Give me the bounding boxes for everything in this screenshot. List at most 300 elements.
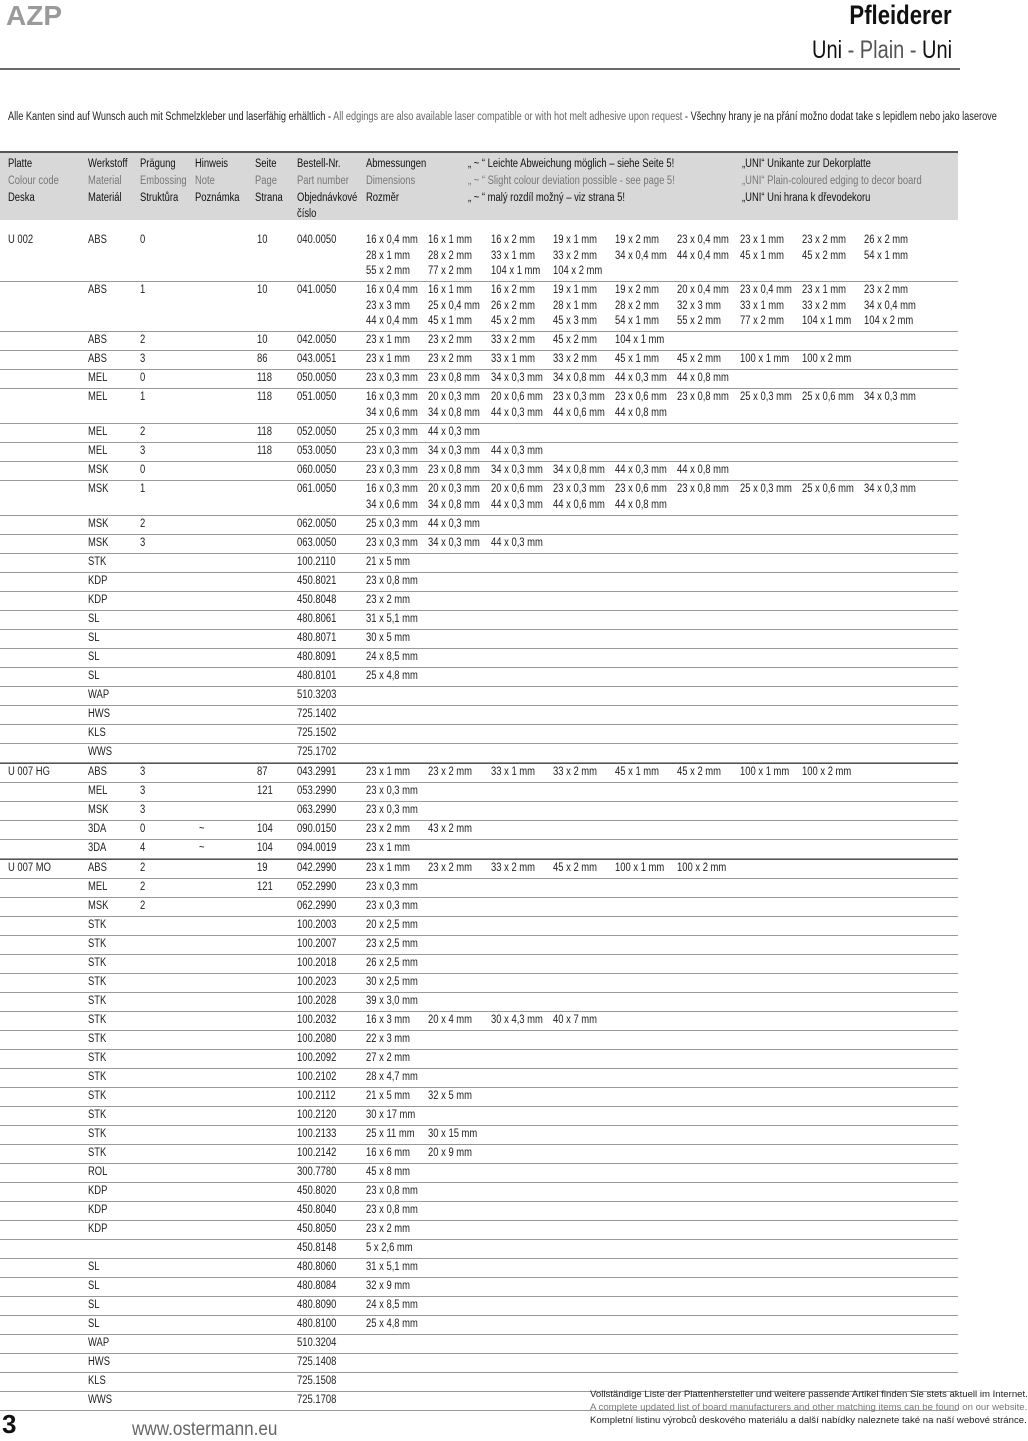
dimension-value: 24 x 8,5 mm bbox=[366, 1299, 418, 1311]
dimension-value: 45 x 1 mm bbox=[615, 353, 660, 365]
table-row bbox=[0, 630, 958, 649]
dimension-value: 25 x 0,6 mm bbox=[802, 391, 854, 403]
dimension-value: 28 x 1 mm bbox=[366, 249, 411, 262]
cell-page: 104 bbox=[257, 842, 273, 854]
dimension-value: 32 x 3 mm bbox=[677, 299, 722, 312]
intro-text bbox=[8, 111, 997, 123]
header-label: Note bbox=[195, 175, 215, 187]
table-row bbox=[0, 1259, 958, 1278]
page-title: Pfleiderer bbox=[849, 0, 952, 30]
cell-material: STK bbox=[88, 556, 107, 568]
cell-material: STK bbox=[88, 1109, 107, 1121]
cell-material: HWS bbox=[88, 708, 111, 720]
cell-material: 3DA bbox=[88, 842, 107, 854]
dimension-value: 23 x 0,3 mm bbox=[366, 537, 418, 549]
table-row bbox=[0, 879, 958, 898]
cell-part-number: 100.2028 bbox=[297, 995, 337, 1007]
cell-embossing: 2 bbox=[140, 881, 146, 893]
cell-material: STK bbox=[88, 1071, 107, 1083]
cell-part-number: 480.8100 bbox=[297, 1318, 337, 1330]
dimension-value: 100 x 1 mm bbox=[740, 766, 790, 778]
table-row bbox=[0, 802, 958, 821]
dimension-value: 23 x 3 mm bbox=[366, 299, 411, 312]
dimension-value: 26 x 2 mm bbox=[491, 299, 536, 312]
cell-colour-code: U 007 HG bbox=[8, 766, 50, 778]
cell-colour-code: U 007 MO bbox=[8, 862, 51, 874]
cell-material: ABS bbox=[88, 234, 107, 246]
footer-note-cz: Kompletní listinu výrobců deskového materiálu a další nabídky naleznete také na naší webové stránce. bbox=[590, 1415, 1027, 1426]
cell-material: STK bbox=[88, 919, 107, 931]
cell-part-number: 480.8061 bbox=[297, 613, 337, 625]
dimension-value: 23 x 0,3 mm bbox=[553, 391, 605, 403]
footer-note-de: Vollständige Liste der Plattenhersteller und weitere passende Artikel finden Sie stets aktuell im Internet. bbox=[590, 1389, 1028, 1400]
cell-part-number: 041.0050 bbox=[297, 284, 337, 296]
table-row bbox=[0, 840, 958, 859]
dimension-value: 32 x 9 mm bbox=[366, 1280, 411, 1292]
cell-material: STK bbox=[88, 1033, 107, 1045]
table-row bbox=[0, 282, 958, 332]
dimension-value: 25 x 0,3 mm bbox=[740, 391, 792, 403]
website-link[interactable]: www.ostermann.eu bbox=[132, 1419, 278, 1440]
dimension-value: 16 x 3 mm bbox=[366, 1014, 411, 1026]
cell-page: 118 bbox=[257, 372, 273, 384]
cell-embossing: 3 bbox=[140, 445, 146, 457]
cell-part-number: 725.1502 bbox=[297, 727, 337, 739]
cell-embossing: 4 bbox=[140, 842, 146, 854]
cell-part-number: 052.0050 bbox=[297, 426, 337, 438]
cell-part-number: 042.0050 bbox=[297, 334, 337, 346]
dimension-value: 44 x 0,8 mm bbox=[677, 372, 729, 384]
cell-part-number: 100.2133 bbox=[297, 1128, 337, 1140]
table-row bbox=[0, 611, 958, 630]
footer-note-en: A complete updated list of board manufacturers and other matching items can be found on our website. bbox=[590, 1402, 1028, 1413]
intro-sep-2: - bbox=[682, 111, 691, 123]
table-row bbox=[0, 370, 958, 389]
dimension-value: 104 x 1 mm bbox=[802, 315, 852, 328]
cell-part-number: 300.7780 bbox=[297, 1166, 337, 1178]
cell-material: SL bbox=[88, 1280, 100, 1292]
dimension-value: 44 x 0,4 mm bbox=[677, 249, 729, 262]
dimension-value: 23 x 2 mm bbox=[802, 234, 847, 246]
dimension-value: 20 x 0,3 mm bbox=[428, 391, 480, 403]
cell-embossing: 3 bbox=[140, 804, 146, 816]
table-row bbox=[0, 462, 958, 481]
intro-sep-1: - bbox=[325, 111, 334, 123]
table-row bbox=[0, 332, 958, 351]
dimension-value: 23 x 0,6 mm bbox=[615, 391, 667, 403]
dimension-value: 23 x 1 mm bbox=[366, 334, 411, 346]
dimension-value: 16 x 0,3 mm bbox=[366, 391, 418, 403]
header-label: Objednávkové bbox=[297, 192, 358, 204]
intro-en: All edgings are also available laser compatible or with hot melt adhesive upon request bbox=[333, 111, 683, 123]
dimension-value: 30 x 2,5 mm bbox=[366, 976, 418, 988]
dimension-value: 43 x 2 mm bbox=[428, 823, 473, 835]
dimension-value: 23 x 2 mm bbox=[428, 353, 473, 365]
cell-material: STK bbox=[88, 1052, 107, 1064]
cell-material: SL bbox=[88, 1299, 100, 1311]
cell-part-number: 100.2120 bbox=[297, 1109, 337, 1121]
cell-page: 118 bbox=[257, 445, 273, 457]
cell-embossing: 0 bbox=[140, 464, 146, 476]
table-row bbox=[0, 1335, 958, 1354]
cell-material: ABS bbox=[88, 284, 107, 296]
cell-material: STK bbox=[88, 1128, 107, 1140]
table-row bbox=[0, 936, 958, 955]
dimension-value: 33 x 2 mm bbox=[491, 334, 536, 346]
dimension-value: 44 x 0,4 mm bbox=[366, 315, 418, 328]
dimension-value: 5 x 2,6 mm bbox=[366, 1242, 413, 1254]
cell-material: ROL bbox=[88, 1166, 108, 1178]
header-label: Strana bbox=[255, 192, 283, 204]
cell-material: MSK bbox=[88, 518, 109, 530]
dimension-value: 23 x 2 mm bbox=[428, 334, 473, 346]
cell-part-number: 480.8060 bbox=[297, 1261, 337, 1273]
dimension-value: 24 x 8,5 mm bbox=[366, 651, 418, 663]
dimension-value: 23 x 1 mm bbox=[366, 842, 411, 854]
cell-part-number: 725.1402 bbox=[297, 708, 337, 720]
header-label: „ ~ “ malý rozdíl možný – viz strana 5! bbox=[468, 192, 625, 204]
dimension-value: 45 x 2 mm bbox=[491, 315, 536, 328]
header-label: Bestell-Nr. bbox=[297, 158, 341, 170]
dimension-value: 44 x 0,6 mm bbox=[553, 406, 605, 419]
dimension-value: 28 x 4,7 mm bbox=[366, 1071, 418, 1083]
cell-material: WAP bbox=[88, 1337, 110, 1349]
dimension-value: 44 x 0,3 mm bbox=[491, 445, 543, 457]
dimension-value: 44 x 0,8 mm bbox=[615, 406, 667, 419]
cell-part-number: 043.2991 bbox=[297, 766, 337, 778]
cell-part-number: 051.0050 bbox=[297, 391, 337, 403]
cell-part-number: 725.1702 bbox=[297, 746, 337, 758]
dimension-value: 45 x 2 mm bbox=[553, 862, 598, 874]
cell-material: MEL bbox=[88, 426, 108, 438]
dimension-value: 44 x 0,3 mm bbox=[428, 518, 480, 530]
cell-part-number: 480.8090 bbox=[297, 1299, 337, 1311]
table-row bbox=[0, 1354, 958, 1373]
cell-material: SL bbox=[88, 632, 100, 644]
header-label: Rozměr bbox=[366, 192, 400, 204]
dimension-value: 20 x 0,4 mm bbox=[677, 284, 729, 296]
cell-material: SL bbox=[88, 670, 100, 682]
cell-part-number: 053.0050 bbox=[297, 445, 337, 457]
dimension-value: 16 x 0,4 mm bbox=[366, 284, 418, 296]
cell-part-number: 040.0050 bbox=[297, 234, 337, 246]
cell-part-number: 510.3203 bbox=[297, 689, 337, 701]
cell-page: 10 bbox=[257, 234, 268, 246]
table-row bbox=[0, 955, 958, 974]
cell-embossing: 2 bbox=[140, 518, 146, 530]
header-label: „UNI“ Unikante zur Dekorplatte bbox=[742, 158, 871, 170]
dimension-value: 34 x 0,3 mm bbox=[864, 483, 916, 495]
cell-part-number: 100.2102 bbox=[297, 1071, 337, 1083]
cell-material: MEL bbox=[88, 881, 108, 893]
dimension-value: 100 x 1 mm bbox=[615, 862, 665, 874]
cell-part-number: 100.2092 bbox=[297, 1052, 337, 1064]
cell-embossing: 1 bbox=[140, 391, 146, 403]
dimension-value: 44 x 0,3 mm bbox=[615, 372, 667, 384]
table-row bbox=[0, 821, 958, 840]
dimension-value: 20 x 4 mm bbox=[428, 1014, 473, 1026]
cell-part-number: 062.2990 bbox=[297, 900, 337, 912]
cell-material: WAP bbox=[88, 689, 110, 701]
dimension-value: 34 x 0,8 mm bbox=[553, 464, 605, 476]
cell-part-number: 100.2003 bbox=[297, 919, 337, 931]
header-label: Embossing bbox=[140, 175, 187, 187]
table-row bbox=[0, 974, 958, 993]
dimension-value: 23 x 0,3 mm bbox=[366, 881, 418, 893]
table-header bbox=[0, 151, 958, 220]
cell-colour-code: U 002 bbox=[8, 234, 34, 246]
cell-material: MEL bbox=[88, 372, 108, 384]
cell-page: 10 bbox=[257, 334, 268, 346]
cell-part-number: 100.2080 bbox=[297, 1033, 337, 1045]
table-row bbox=[0, 1183, 958, 1202]
dimension-value: 20 x 9 mm bbox=[428, 1147, 473, 1159]
cell-part-number: 450.8048 bbox=[297, 594, 337, 606]
cell-embossing: 2 bbox=[140, 900, 146, 912]
cell-material: KDP bbox=[88, 1185, 108, 1197]
dimension-value: 23 x 0,8 mm bbox=[366, 1185, 418, 1197]
cell-embossing: 1 bbox=[140, 284, 146, 296]
dimension-value: 23 x 1 mm bbox=[366, 353, 411, 365]
cell-embossing: 0 bbox=[140, 823, 146, 835]
cell-embossing: 0 bbox=[140, 234, 146, 246]
dimension-value: 25 x 0,3 mm bbox=[740, 483, 792, 495]
cell-part-number: 725.1508 bbox=[297, 1375, 337, 1387]
cell-part-number: 100.2023 bbox=[297, 976, 337, 988]
cell-material: MEL bbox=[88, 391, 108, 403]
cell-page: 118 bbox=[257, 426, 273, 438]
dimension-value: 33 x 1 mm bbox=[491, 249, 536, 262]
cell-material: MEL bbox=[88, 785, 108, 797]
cell-material: SL bbox=[88, 1318, 100, 1330]
dimension-value: 30 x 4,3 mm bbox=[491, 1014, 543, 1026]
header-label: Prägung bbox=[140, 158, 176, 170]
cell-page: 19 bbox=[257, 862, 268, 874]
intro-cz: Všechny hrany je na přání možno dodat take s lepidlem nebo jako laserove bbox=[690, 111, 997, 123]
cell-part-number: 450.8040 bbox=[297, 1204, 337, 1216]
table-row bbox=[0, 443, 958, 462]
subtitle-b: - Plain - bbox=[841, 36, 922, 64]
table-row bbox=[0, 725, 958, 744]
header-label: Page bbox=[255, 175, 278, 187]
header-label: „UNI“ Uni hrana k dřevodekoru bbox=[742, 192, 871, 204]
dimension-value: 25 x 4,8 mm bbox=[366, 1318, 418, 1330]
table-row bbox=[0, 1031, 958, 1050]
table-row bbox=[0, 993, 958, 1012]
dimension-value: 19 x 1 mm bbox=[553, 284, 598, 296]
dimension-value: 23 x 2,5 mm bbox=[366, 938, 418, 950]
table-row bbox=[0, 1012, 958, 1031]
table-row bbox=[0, 917, 958, 936]
dimension-value: 23 x 0,8 mm bbox=[677, 391, 729, 403]
dimension-value: 77 x 2 mm bbox=[740, 315, 785, 328]
cell-material: KDP bbox=[88, 1223, 108, 1235]
cell-part-number: 042.2990 bbox=[297, 862, 337, 874]
dimension-value: 44 x 0,3 mm bbox=[428, 426, 480, 438]
dimension-value: 23 x 0,3 mm bbox=[366, 804, 418, 816]
dimension-value: 19 x 1 mm bbox=[553, 234, 598, 246]
table-row bbox=[0, 783, 958, 802]
dimension-value: 23 x 0,8 mm bbox=[366, 1204, 418, 1216]
cell-part-number: 100.2112 bbox=[297, 1090, 336, 1102]
table-row bbox=[0, 687, 958, 706]
cell-part-number: 063.0050 bbox=[297, 537, 337, 549]
cell-embossing: 1 bbox=[140, 483, 146, 495]
cell-note: ~ bbox=[199, 823, 205, 835]
dimension-value: 16 x 0,3 mm bbox=[366, 483, 418, 495]
table-row bbox=[0, 1126, 958, 1145]
dimension-value: 23 x 2 mm bbox=[366, 823, 411, 835]
cell-part-number: 725.1708 bbox=[297, 1394, 337, 1406]
cell-material: MSK bbox=[88, 464, 109, 476]
cell-part-number: 060.0050 bbox=[297, 464, 337, 476]
cell-material: KLS bbox=[88, 727, 106, 739]
dimension-value: 45 x 8 mm bbox=[366, 1166, 411, 1178]
dimension-value: 34 x 0,3 mm bbox=[428, 537, 480, 549]
dimension-value: 23 x 0,3 mm bbox=[366, 785, 418, 797]
dimension-value: 25 x 4,8 mm bbox=[366, 670, 418, 682]
footer-note bbox=[590, 1388, 1028, 1427]
dimension-value: 54 x 1 mm bbox=[864, 249, 909, 262]
dimension-value: 33 x 2 mm bbox=[553, 766, 598, 778]
dimension-value: 100 x 2 mm bbox=[802, 353, 852, 365]
dimension-value: 45 x 1 mm bbox=[428, 315, 473, 328]
table-row bbox=[0, 389, 958, 424]
cell-page: 121 bbox=[257, 881, 273, 893]
dimension-value: 23 x 1 mm bbox=[366, 862, 411, 874]
table-row bbox=[0, 898, 958, 917]
dimension-value: 26 x 2,5 mm bbox=[366, 957, 418, 969]
cell-part-number: 450.8148 bbox=[297, 1242, 337, 1254]
dimension-value: 23 x 2 mm bbox=[428, 862, 473, 874]
cell-part-number: 450.8021 bbox=[297, 575, 337, 587]
cell-embossing: 3 bbox=[140, 353, 146, 365]
dimension-value: 30 x 17 mm bbox=[366, 1109, 416, 1121]
dimension-value: 34 x 0,4 mm bbox=[615, 249, 667, 262]
cell-part-number: 725.1408 bbox=[297, 1356, 337, 1368]
dimension-value: 33 x 1 mm bbox=[491, 353, 536, 365]
dimension-value: 23 x 0,3 mm bbox=[366, 464, 418, 476]
dimension-value: 23 x 0,4 mm bbox=[740, 284, 792, 296]
cell-part-number: 061.0050 bbox=[297, 483, 337, 495]
dimension-value: 104 x 2 mm bbox=[553, 265, 603, 278]
cell-material: MEL bbox=[88, 445, 108, 457]
header-label: Materiál bbox=[88, 192, 122, 204]
cell-part-number: 450.8020 bbox=[297, 1185, 337, 1197]
table-row bbox=[0, 1278, 958, 1297]
dimension-value: 22 x 3 mm bbox=[366, 1033, 411, 1045]
dimension-value: 21 x 5 mm bbox=[366, 1090, 411, 1102]
cell-material: MSK bbox=[88, 804, 109, 816]
cell-part-number: 480.8084 bbox=[297, 1280, 337, 1292]
cell-part-number: 063.2990 bbox=[297, 804, 337, 816]
dimension-value: 16 x 2 mm bbox=[491, 284, 536, 296]
header-label: Deska bbox=[8, 192, 35, 204]
dimension-value: 34 x 0,3 mm bbox=[491, 464, 543, 476]
dimension-value: 23 x 0,4 mm bbox=[677, 234, 729, 246]
dimension-value: 27 x 2 mm bbox=[366, 1052, 411, 1064]
dimension-value: 19 x 2 mm bbox=[615, 284, 660, 296]
cell-material: ABS bbox=[88, 766, 107, 778]
header-label: Abmessungen bbox=[366, 158, 427, 170]
dimension-value: 77 x 2 mm bbox=[428, 265, 473, 278]
dimension-value: 20 x 2,5 mm bbox=[366, 919, 418, 931]
cell-page: 86 bbox=[257, 353, 268, 365]
dimension-value: 28 x 1 mm bbox=[553, 299, 598, 312]
dimension-value: 33 x 2 mm bbox=[553, 353, 598, 365]
dimension-value: 104 x 2 mm bbox=[864, 315, 914, 328]
dimension-value: 44 x 0,8 mm bbox=[677, 464, 729, 476]
dimension-value: 100 x 2 mm bbox=[677, 862, 727, 874]
table-row bbox=[0, 1297, 958, 1316]
dimension-value: 30 x 15 mm bbox=[428, 1128, 478, 1140]
cell-material: STK bbox=[88, 1014, 107, 1026]
cell-part-number: 062.0050 bbox=[297, 518, 337, 530]
cell-note: ~ bbox=[199, 842, 205, 854]
dimension-value: 33 x 2 mm bbox=[802, 299, 847, 312]
dimension-value: 34 x 0,6 mm bbox=[366, 406, 418, 419]
dimension-value: 45 x 2 mm bbox=[802, 249, 847, 262]
dimension-value: 25 x 0,3 mm bbox=[366, 426, 418, 438]
subtitle-c: Uni bbox=[921, 36, 952, 64]
header-label: Material bbox=[88, 175, 122, 187]
dimension-value: 19 x 2 mm bbox=[615, 234, 660, 246]
cell-part-number: 090.0150 bbox=[297, 823, 337, 835]
cell-material: MSK bbox=[88, 483, 109, 495]
cell-embossing: 2 bbox=[140, 334, 146, 346]
cell-embossing: 3 bbox=[140, 785, 146, 797]
cell-part-number: 480.8071 bbox=[297, 632, 337, 644]
cell-embossing: 2 bbox=[140, 426, 146, 438]
dimension-value: 20 x 0,3 mm bbox=[428, 483, 480, 495]
dimension-value: 16 x 1 mm bbox=[428, 284, 473, 296]
dimension-value: 55 x 2 mm bbox=[366, 265, 411, 278]
dimension-value: 34 x 0,8 mm bbox=[428, 498, 480, 511]
cell-material: STK bbox=[88, 1147, 107, 1159]
dimension-value: 23 x 1 mm bbox=[366, 766, 411, 778]
cell-part-number: 480.8091 bbox=[297, 651, 337, 663]
dimension-value: 34 x 0,3 mm bbox=[428, 445, 480, 457]
dimension-value: 44 x 0,3 mm bbox=[491, 537, 543, 549]
cell-part-number: 094.0019 bbox=[297, 842, 337, 854]
dimension-value: 23 x 1 mm bbox=[740, 234, 785, 246]
table-row bbox=[0, 573, 958, 592]
dimension-value: 45 x 1 mm bbox=[615, 766, 660, 778]
dimension-value: 34 x 0,4 mm bbox=[864, 299, 916, 312]
header-label: Dimensions bbox=[366, 175, 416, 187]
cell-part-number: 100.2142 bbox=[297, 1147, 337, 1159]
dimension-value: 45 x 2 mm bbox=[553, 334, 598, 346]
table-row bbox=[0, 649, 958, 668]
cell-page: 121 bbox=[257, 785, 273, 797]
cell-material: WWS bbox=[88, 746, 113, 758]
table-row bbox=[0, 592, 958, 611]
header-label: Hinweis bbox=[195, 158, 229, 170]
brand-logo: AZP bbox=[6, 0, 62, 31]
header-label: „ ~ “ Slight colour deviation possible - see page 5! bbox=[468, 175, 675, 187]
dimension-value: 23 x 0,3 mm bbox=[553, 483, 605, 495]
dimension-value: 55 x 2 mm bbox=[677, 315, 722, 328]
dimension-value: 23 x 2 mm bbox=[864, 284, 909, 296]
dimension-value: 45 x 2 mm bbox=[677, 766, 722, 778]
table-row bbox=[0, 1088, 958, 1107]
dimension-value: 33 x 1 mm bbox=[491, 766, 536, 778]
dimension-value: 104 x 1 mm bbox=[491, 265, 541, 278]
dimension-value: 28 x 2 mm bbox=[428, 249, 473, 262]
dimension-value: 31 x 5,1 mm bbox=[366, 613, 418, 625]
cell-material: MSK bbox=[88, 900, 109, 912]
dimension-value: 23 x 0,8 mm bbox=[366, 575, 418, 587]
